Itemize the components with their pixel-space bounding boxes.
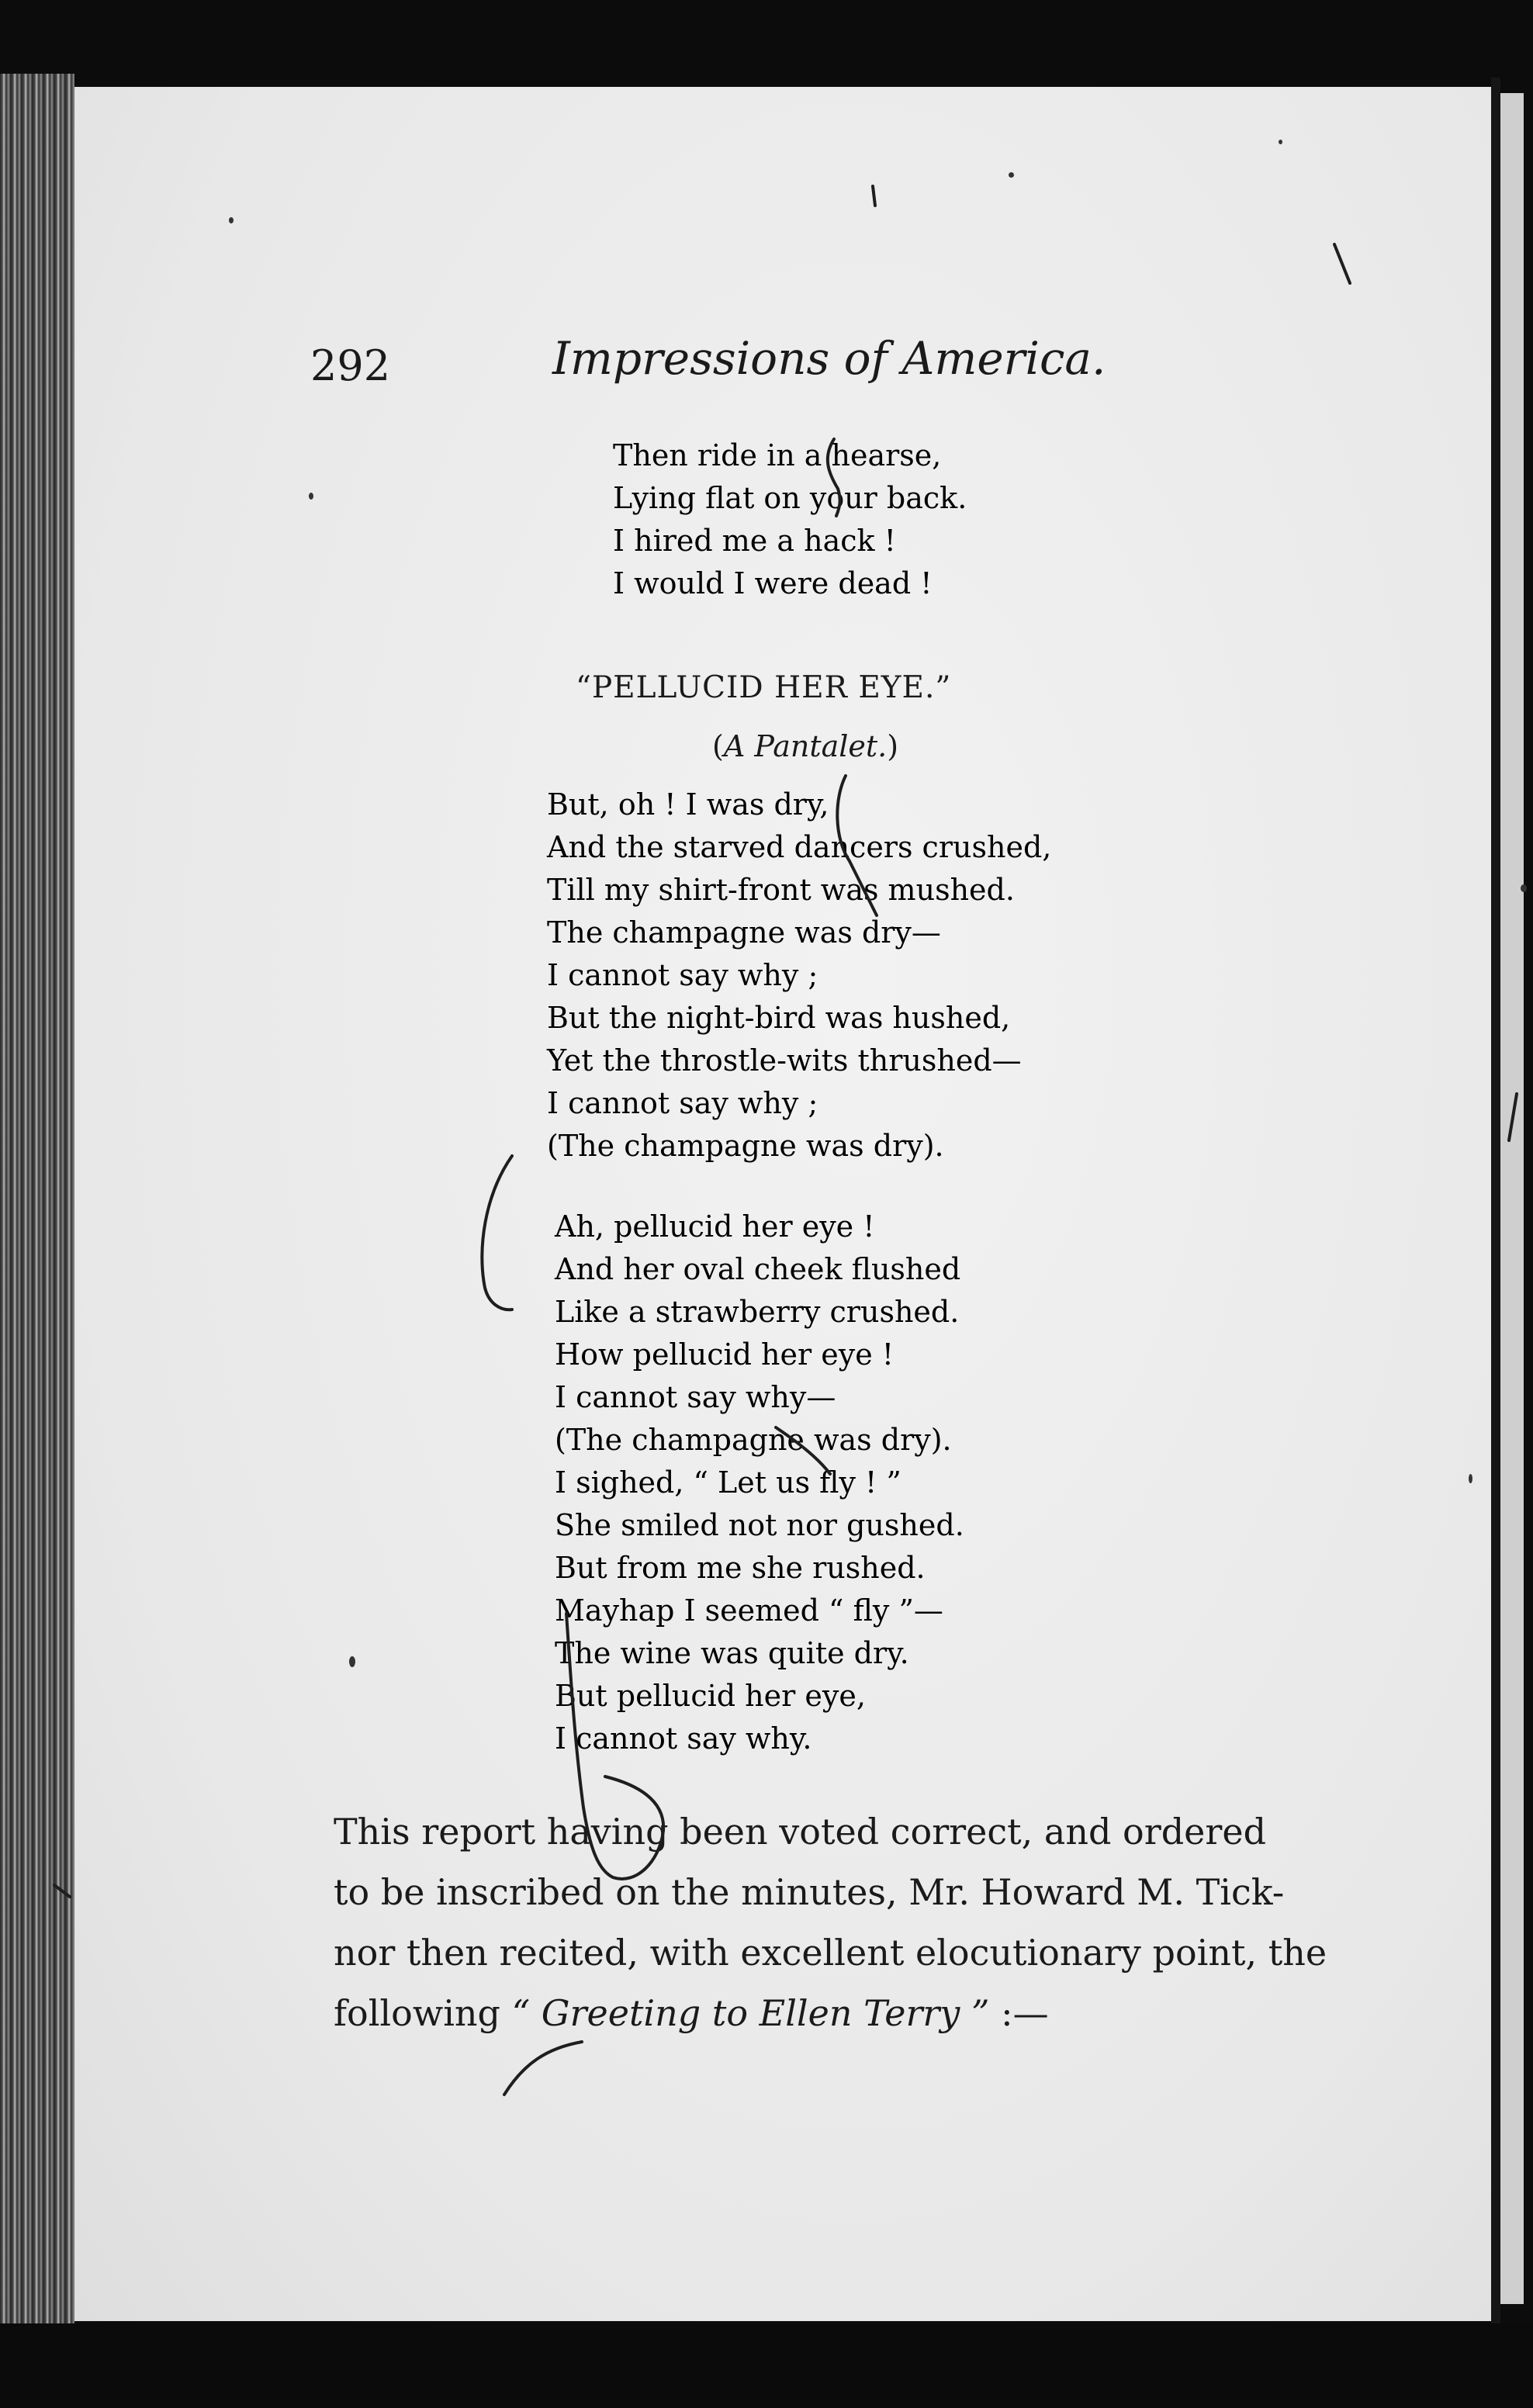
stanza-hearse (613, 434, 967, 605)
scan-bottom-margin (0, 2323, 1533, 2408)
verse-line: I cannot say why. (555, 1721, 812, 1756)
prose-line: This report having been voted correct, and ordered (334, 1811, 1267, 1853)
verse-line: I cannot say why ; (547, 958, 818, 992)
verse-line: The wine was quite dry. (555, 1636, 909, 1670)
poem-stanza-two (555, 1206, 964, 1760)
ink-speck (349, 1656, 355, 1667)
verse-line: How pellucid her eye ! (555, 1337, 895, 1372)
verse-line: I cannot say why ; (547, 1086, 818, 1120)
greeting-title: “ Greeting to Ellen Terry ” (511, 1992, 990, 2034)
subtitle-open-paren: ( (712, 729, 724, 763)
verse-line: The champagne was dry— (547, 915, 941, 950)
verse-line: I would I were dead ! (613, 566, 933, 600)
right-page-fold (1491, 78, 1500, 2327)
verse-line: And the starved dancers crushed, (547, 830, 1052, 864)
prose-line-end: :— (989, 1992, 1049, 2034)
verse-line: Then ride in a hearse, (613, 438, 942, 472)
verse-line: I hired me a hack ! (613, 524, 896, 558)
ink-speck (1009, 172, 1014, 178)
verse-line: And her oval cheek flushed (555, 1252, 961, 1286)
ink-speck (229, 217, 234, 223)
prose-line (334, 1983, 1327, 2043)
prose-line: to be inscribed on the minutes, Mr. Howard M. Tick- (334, 1871, 1285, 1913)
subtitle-text: A Pantalet. (723, 729, 888, 763)
ink-speck (1279, 140, 1282, 144)
verse-line: Lying flat on your back. (613, 481, 967, 515)
verse-line: She smiled not nor gushed. (555, 1508, 964, 1542)
next-page-sliver (1500, 93, 1524, 2304)
left-page-edges (0, 74, 74, 2323)
verse-line: (The champagne was dry). (555, 1423, 952, 1457)
ink-speck (309, 493, 313, 500)
verse-line: Ah, pellucid her eye ! (555, 1209, 875, 1244)
prose-paragraph (334, 1801, 1327, 2043)
verse-line: Yet the throstle-wits thrushed— (547, 1043, 1022, 1078)
verse-line: Mayhap I seemed “ fly ”— (555, 1593, 943, 1628)
verse-line: But from me she rushed. (555, 1551, 926, 1585)
verse-line: Like a strawberry crushed. (555, 1295, 960, 1329)
poem-title: “PELLUCID HER EYE.” (576, 670, 952, 705)
page-number: 292 (310, 341, 391, 390)
running-title: Impressions of America. (552, 332, 1106, 385)
poem-subtitle (712, 729, 898, 763)
verse-line: (The champagne was dry). (547, 1129, 944, 1163)
verse-line: But the night-bird was hushed, (547, 1001, 1011, 1035)
verse-line: I sighed, “ Let us fly ! ” (555, 1465, 901, 1500)
verse-line: But pellucid her eye, (555, 1679, 866, 1713)
prose-line: nor then recited, with excellent elocutionary point, the (334, 1932, 1327, 1974)
ink-speck (1469, 1474, 1472, 1483)
subtitle-close-paren: ) (887, 729, 899, 763)
verse-line: But, oh ! I was dry, (547, 787, 829, 822)
poem-stanza-one (547, 784, 1051, 1168)
verse-line: I cannot say why— (555, 1380, 836, 1414)
ink-speck (1521, 884, 1527, 892)
prose-line-start: following (334, 1992, 512, 2034)
verse-line: Till my shirt-front was mushed. (547, 873, 1015, 907)
